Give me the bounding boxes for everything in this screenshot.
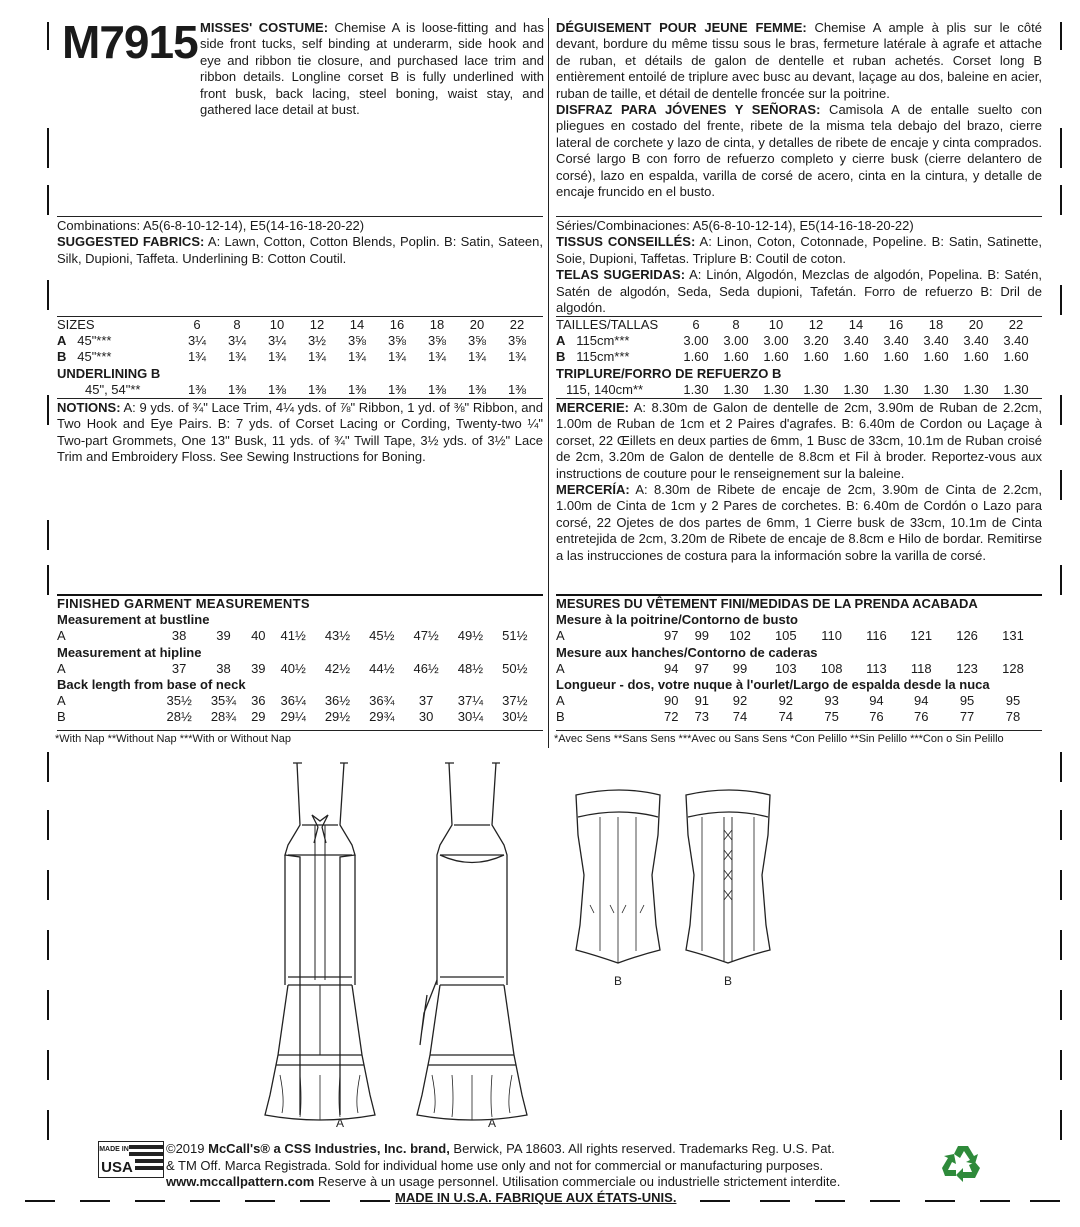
table-row: A 90 91 92 92 93 94 94 95 95 <box>556 693 1021 709</box>
description-english: MISSES' COSTUME: Chemise A is loose-fitting and has side front tucks, self binding at underarm, side hook and eye and ribbon tie closure, and purchased lace trim and ribbon details. Longline corset B is fully underlined with front busk, back lacing, steel boning, waist stay, and gathered lace detail at bust. <box>200 20 544 118</box>
table-row: B 72 73 74 74 75 76 76 77 78 <box>556 709 1021 725</box>
nap-note-english: *With Nap **Without Nap ***With or Without Nap <box>55 733 291 745</box>
description-french-spanish: DÉGUISEMENT POUR JEUNE FEMME: Chemise A ample à plis sur le côté devant, bordure du même tissu sous le bras, fermeture latérale à agrafe et attache de ruban, et détails de galon de dentelle et ruban achetés. Corset long B entièrement entoilé de triplure avec busc au devant, laçage au dos, baleine en acier, ruban de taille, et détail de dentelle froncée sur la poitrine. DISFRAZ PARA JÓVENES Y SEÑORAS: Camisola A de entalle suelto con pliegues en costado del frente, ribete de la misma tela debajo del brazo, cierre lateral de corchete y lazo de cinta, y detalles de ribete de encaje y cinta comprados. Corsé largo B con forro de refuerzo completo y cierre busk (cierre delantero de corsé), lazo en espalda, varilla de corsé de acero, cinta en la cintura, y detalle de encaje fruncido en el busto. <box>556 20 1042 200</box>
fabrics-french-spanish: Séries/Combinaciones: A5(6-8-10-12-14), E5(14-16-18-20-22) TISSUS CONSEILLÉS: A: Linon, Coton, Cotonnade, Popeline. B: Satin, Satinette, Soie, Dupioni, Taffetas. Triplure B: Coutil de coton. TELAS SUGERIDAS: A: Linón, Algodón, Mezclas de algodón, Popelina. B: Satén, Satén de algodón, Seda, Seda dupioni, Tafetán. Forro de refuerzo B: Dril de algodón. <box>556 218 1042 316</box>
table-row: 45", 54"** 1⅜ 1⅜ 1⅜ 1⅜ 1⅜ 1⅜ 1⅜ 1⅜ 1⅜ <box>85 381 527 397</box>
measurements-table-french: MESURES DU VÊTEMENT FINI/MEDIDAS DE LA PRENDA ACABADA Mesure à la poitrine/Contorno de busto A 97 99 102 105 110 116 121 126 131 Mesure aux hanches/Contorno de caderas A 94 97 99 103 108 113 118 123 128 Longueur - dos, votre nuque à l'ourlet/Largo de espalda desde la nuca A 90 91 92 92 93 94 94 95 95 B 72 73 74 74 75 76 76 77 78 <box>556 596 1036 726</box>
table-row: A 97 99 102 105 110 116 121 126 131 <box>556 628 1024 644</box>
table-row: A 38 39 40 41½ 43½ 45½ 47½ 49½ 51½ <box>57 628 528 644</box>
nap-note-french: *Avec Sens **Sans Sens ***Avec ou Sans Sens *Con Pelillo **Sin Pelillo ***Con o Sin Pelillo <box>554 733 1004 745</box>
measurements-table-english: FINISHED GARMENT MEASUREMENTS Measurement at bustline A 38 39 40 41½ 43½ 45½ 47½ 49½ 51½ Measurement at hipline A 37 38 39 40½ 42½ 44½ 46½ 48½ 50½ Back length from base of neck A 35½ 35¾ 36 36¼ 36½ 36¾ 37 37¼ 37½ B 28½ 28¾ 29 29¼ 29½ 29¾ 30 30¼ 30½ <box>57 596 537 726</box>
table-row: B 115cm*** 1.60 1.60 1.60 1.60 1.60 1.60 1.60 1.60 1.60 <box>556 349 1029 365</box>
table-row: A 45"*** 3¼ 3¼ 3¼ 3½ 3⅝ 3⅝ 3⅝ 3⅝ 3⅝ <box>57 333 527 349</box>
table-row: 115, 140cm** 1.30 1.30 1.30 1.30 1.30 1.30 1.30 1.30 1.30 <box>566 381 1029 397</box>
corset-front-drawing <box>576 790 660 963</box>
table-row: B 45"*** 1¾ 1¾ 1¾ 1¾ 1¾ 1¾ 1¾ 1¾ 1¾ <box>57 349 527 365</box>
notions-french-spanish: MERCERIE: A: 8.30m de Galon de dentelle de 2cm, 3.90m de Ruban de 2.2cm, 1.00m de Ruban de 1cm et 2 Paires d'agrafes. B: 6.40m de Cordon ou Laçage à corset, 22 Œillets en deux parties de 6mm, 1 Busc de 33cm, 10.1m de Ruban croisé de 2cm, 3.20m de Galon de dentelle de 8.8cm et Fil à broder. Reportez-vous aux instructions de couture pour le renseignement sur la baleine. MERCERÍA: A: 8.30m de Ribete de encaje de 2cm, 3.90m de Cinta de 2.2cm, 1.00m de Cinta de 1cm y 2 Pares de corchetes. B: 6.40m de Cordón o Lazo para corsé, 22 Ojetes de dos partes de 6mm, 1 Cierre busk de 33cm, 10.1m de Cinta entretejida de 2cm, 3.20m de Ribete de encaje de 8.8cm e Hilo de bordar. Remitirse a las instrucciones de costura para la información sobre la varilla de corsé. <box>556 400 1042 563</box>
table-row: A 115cm*** 3.00 3.00 3.00 3.20 3.40 3.40 3.40 3.40 3.40 <box>556 333 1029 349</box>
notions-english: NOTIONS: A: 9 yds. of ¾" Lace Trim, 4¼ yds. of ⅞" Ribbon, 1 yd. of ⅜" Ribbon, and Two Hook and Eye Pairs. B: 7 yds. of Corset Lacing or Cording, Twenty-two ¼" Two-part Grommets, One 13" Busk, 11 yds. of ¾" Twill Tape, 3½ yds. of 3½" Lace Trim and Embroidery Floss. See Sewing Instructions for Boning. <box>57 400 543 465</box>
made-in-usa-text: MADE IN U.S.A. FABRIQUE AUX ÉTATS-UNIS. <box>395 1190 677 1205</box>
view-label: A <box>487 1116 497 1130</box>
view-label: A <box>335 1116 345 1130</box>
yardage-table-french <box>556 317 1036 398</box>
table-row: TRIPLURE/FORRO DE REFUERZO B <box>556 365 782 381</box>
table-row: TAILLES/TALLAS 6 8 10 12 14 16 18 20 22 <box>556 317 1024 332</box>
chemise-front-drawing <box>265 763 375 1120</box>
view-label: B <box>723 974 733 988</box>
view-label: B <box>613 974 623 988</box>
table-row: A 94 97 99 103 108 113 118 123 128 <box>556 660 1024 676</box>
fabrics-english: Combinations: A5(6-8-10-12-14), E5(14-16-18-20-22) SUGGESTED FABRICS: A: Lawn, Cotton, Cotton Blends, Poplin. B: Satin, Sateen, Silk, Dupioni, Taffeta. Underlining B: Cotton Coutil. <box>57 218 543 266</box>
table-row: A 37 38 39 40½ 42½ 44½ 46½ 48½ 50½ <box>57 660 528 676</box>
table-row: B 28½ 28¾ 29 29¼ 29½ 29¾ 30 30¼ 30½ <box>57 709 528 725</box>
table-row: SIZES 6 8 10 12 14 16 18 20 22 <box>57 317 525 332</box>
made-in-usa-badge: MADE IN USA <box>98 1141 164 1178</box>
pattern-code: M7915 <box>62 16 198 68</box>
corset-back-drawing <box>686 790 770 963</box>
copyright-notice: ©2019 McCall's® a CSS Industries, Inc. brand, Berwick, PA 18603. All rights reserved. Trademarks Reg. U.S. Pat. & TM Off. Marca Registrada. Sold for individual home use only and not for commercial or manufacturing purposes. www.mccallpattern.com Reserve à un usage personnel. Utilisation commerciale ou industrielle strictement interdite. <box>166 1141 841 1189</box>
table-row: UNDERLINING B <box>57 365 161 381</box>
garment-illustrations <box>260 755 780 1130</box>
chemise-back-drawing <box>417 763 527 1120</box>
recycle-icon <box>940 1142 986 1184</box>
column-divider <box>548 18 549 748</box>
yardage-table-english <box>57 317 537 398</box>
table-row: A 35½ 35¾ 36 36¼ 36½ 36¾ 37 37¼ 37½ <box>57 693 528 709</box>
